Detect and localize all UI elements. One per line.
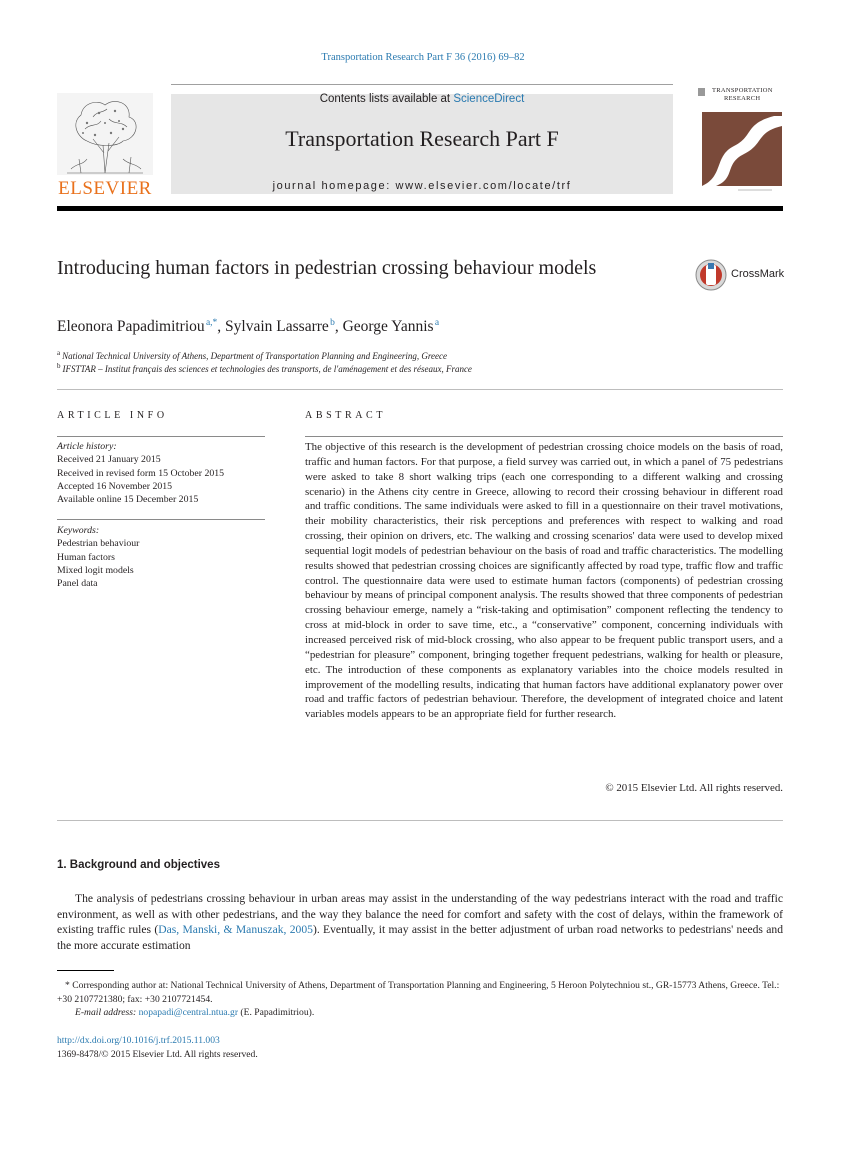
keyword: Pedestrian behaviour <box>57 538 140 550</box>
crossmark-label[interactable]: CrossMark <box>731 268 785 280</box>
keywords-label: Keywords: <box>57 525 100 536</box>
section-body <box>57 891 783 953</box>
author-affiliation-marker[interactable]: a,* <box>205 318 218 328</box>
author-affiliation-marker[interactable]: b <box>330 318 335 328</box>
cover-title-line-2: RESEARCH <box>724 95 761 102</box>
front-matter-rule <box>57 389 783 390</box>
keywords-rule <box>57 519 265 520</box>
section-heading: 1. Background and objectives <box>57 859 220 871</box>
journal-title: Transportation Research Part F <box>285 126 559 151</box>
journal-cover-thumbnail <box>694 86 782 194</box>
article-history-label: Article history: <box>57 441 117 452</box>
abstract-text: The objective of this research is the development of pedestrian crossing choice models on the basis of road, traffic and human factors. For that purpose, a field survey was carried out, in which a panel of 75 pedestrians were asked to take 8 short walking trips (each one corresponding to a different walking and crossing scenario) in the Athens city centre in Greece, allowing to record their crossing behaviour in different road and traffic conditions. The same individuals were asked to fill in a questionnaire on their travel motivations, their mobility characteristics, their risk perceptions and preferences with respect to walking and road crossing, their opinion on drivers, etc. The walking and crossing scenarios' data were used to develop mixed sequential logit models of pedestrian behaviour on the basis of road and traffic characteristics. The modelling results showed that pedestrian crossing choices are significantly affected by road type, traffic flow and traffic control. The questionnaire data were used to estimate human factors (components) of pedestrian crossing behaviour by means of principal component analysis. The results showed that three components of pedestrian crossing behaviour emerge, namely a “risk-taking and optimisation” component reflecting the tendency to cross at mid-block in order to save time, etc., a “conservative” component, concerning individuals with increased perceived risk of mid-block crossing, who also appear to be frequent public transport users, and a “pedestrian for pleasure” component, bringing together frequent pedestrians, walking for health or pleasure, etc. The introduction of these components as explanatory variables into the choice models resulted in improvement of the modelling results, indicating that human factors have additional explanatory power over road and traffic factors of pedestrian behaviour. Therefore, the development of integrated choice and latent variables models appears to be an appropriate field for further research. <box>305 441 783 721</box>
affiliation-marker: b <box>57 362 61 370</box>
keyword: Mixed logit models <box>57 564 134 576</box>
author-name: George Yannis <box>342 318 434 336</box>
sciencedirect-link[interactable]: ScienceDirect <box>453 93 525 105</box>
keyword: Human factors <box>57 551 115 563</box>
bottom-info <box>57 1034 258 1062</box>
affiliation-a <box>57 349 447 361</box>
article-info-label: ARTICLE INFO <box>57 410 168 421</box>
contents-prefix: Contents lists available at <box>319 93 454 105</box>
footnote-marker: * <box>65 980 70 991</box>
email-line <box>57 1006 783 1020</box>
abstract-copyright: © 2015 Elsevier Ltd. All rights reserved. <box>605 782 783 794</box>
body-text-before: The analysis of pedestrians crossing behaviour in urban areas may assist in the understanding of the way pedestrians interact with the road and traffic environment, as well as with other pedestrians, and the way they balance the need for comfort and safety with the cost of delays, within the framework of existing traffic rules ( <box>57 892 783 936</box>
header-bottom-rule <box>57 206 783 211</box>
author-affiliation-marker[interactable]: a <box>434 318 440 328</box>
affiliation-marker: a <box>57 349 61 357</box>
affiliation-b <box>57 362 472 374</box>
abstract-label: ABSTRACT <box>305 410 387 421</box>
email-link[interactable]: nopapadi@central.ntua.gr <box>138 1007 239 1018</box>
history-item: Available online 15 December 2015 <box>57 494 199 506</box>
author-list: Eleonora Papadimitriou $^{a,*}$, Sylvain Lassarre $^b$, George Yannis $^a$ <box>57 318 440 336</box>
body-paragraph <box>57 891 783 953</box>
journal-reference-link[interactable]: Transportation Research Part F 36 (2016) 69–82 <box>321 52 525 63</box>
issn-copyright: 1369-8478/© 2015 Elsevier Ltd. All rights reserved. <box>57 1049 258 1060</box>
body-text-after: ). Eventually, it may assist in the better adjustment of urban road networks to pedestrians' needs and the more accurate estimation <box>57 923 783 952</box>
corresponding-author-note <box>57 979 783 1006</box>
contents-availability-line <box>171 93 673 105</box>
abstract-bottom-rule <box>57 820 783 821</box>
elsevier-wordmark: ELSEVIER <box>58 178 152 199</box>
citation-link[interactable]: Das, Manski, & Manuszak, 2005 <box>158 923 313 936</box>
affiliation-text: National Technical University of Athens, Department of Transportation Planning and Engineering, Greece <box>62 351 447 361</box>
history-item: Received in revised form 15 October 2015 <box>57 467 225 479</box>
keyword: Panel data <box>57 578 98 590</box>
article-title: Introducing human factors in pedestrian crossing behaviour models <box>57 257 597 279</box>
doi-link[interactable]: http://dx.doi.org/10.1016/j.trf.2015.11.003 <box>57 1035 220 1046</box>
email-suffix: (E. Papadimitriou). <box>240 1007 315 1018</box>
article-history <box>57 440 265 506</box>
keywords <box>57 524 265 590</box>
footnote-rule <box>57 970 114 971</box>
author-name: Eleonora Papadimitriou <box>57 318 205 336</box>
history-item: Accepted 16 November 2015 <box>57 480 173 492</box>
header-top-rule <box>171 84 673 85</box>
article-info-rule <box>57 436 265 437</box>
abstract-rule <box>305 436 783 437</box>
journal-homepage[interactable]: journal homepage: www.elsevier.com/locate/trf <box>272 180 572 192</box>
cover-title-line-1: TRANSPORTATION <box>712 87 773 94</box>
history-item: Received 21 January 2015 <box>57 454 161 466</box>
email-label: E-mail address: <box>75 1007 137 1018</box>
footnote <box>57 979 783 1020</box>
corresponding-author-text: Corresponding author at: National Technical University of Athens, Department of Transportation Planning and Engineering, 5 Heroon Polytechniou st., GR-15773 Athens, Greece. Tel.: +30 2107721380; fax: +30 2107721454. <box>57 980 780 1005</box>
author-name: Sylvain Lassarre <box>225 318 329 336</box>
affiliation-text: IFSTTAR – Institut français des sciences et technologies des transports, de l'aménagement et des réseaux, France <box>62 364 472 374</box>
